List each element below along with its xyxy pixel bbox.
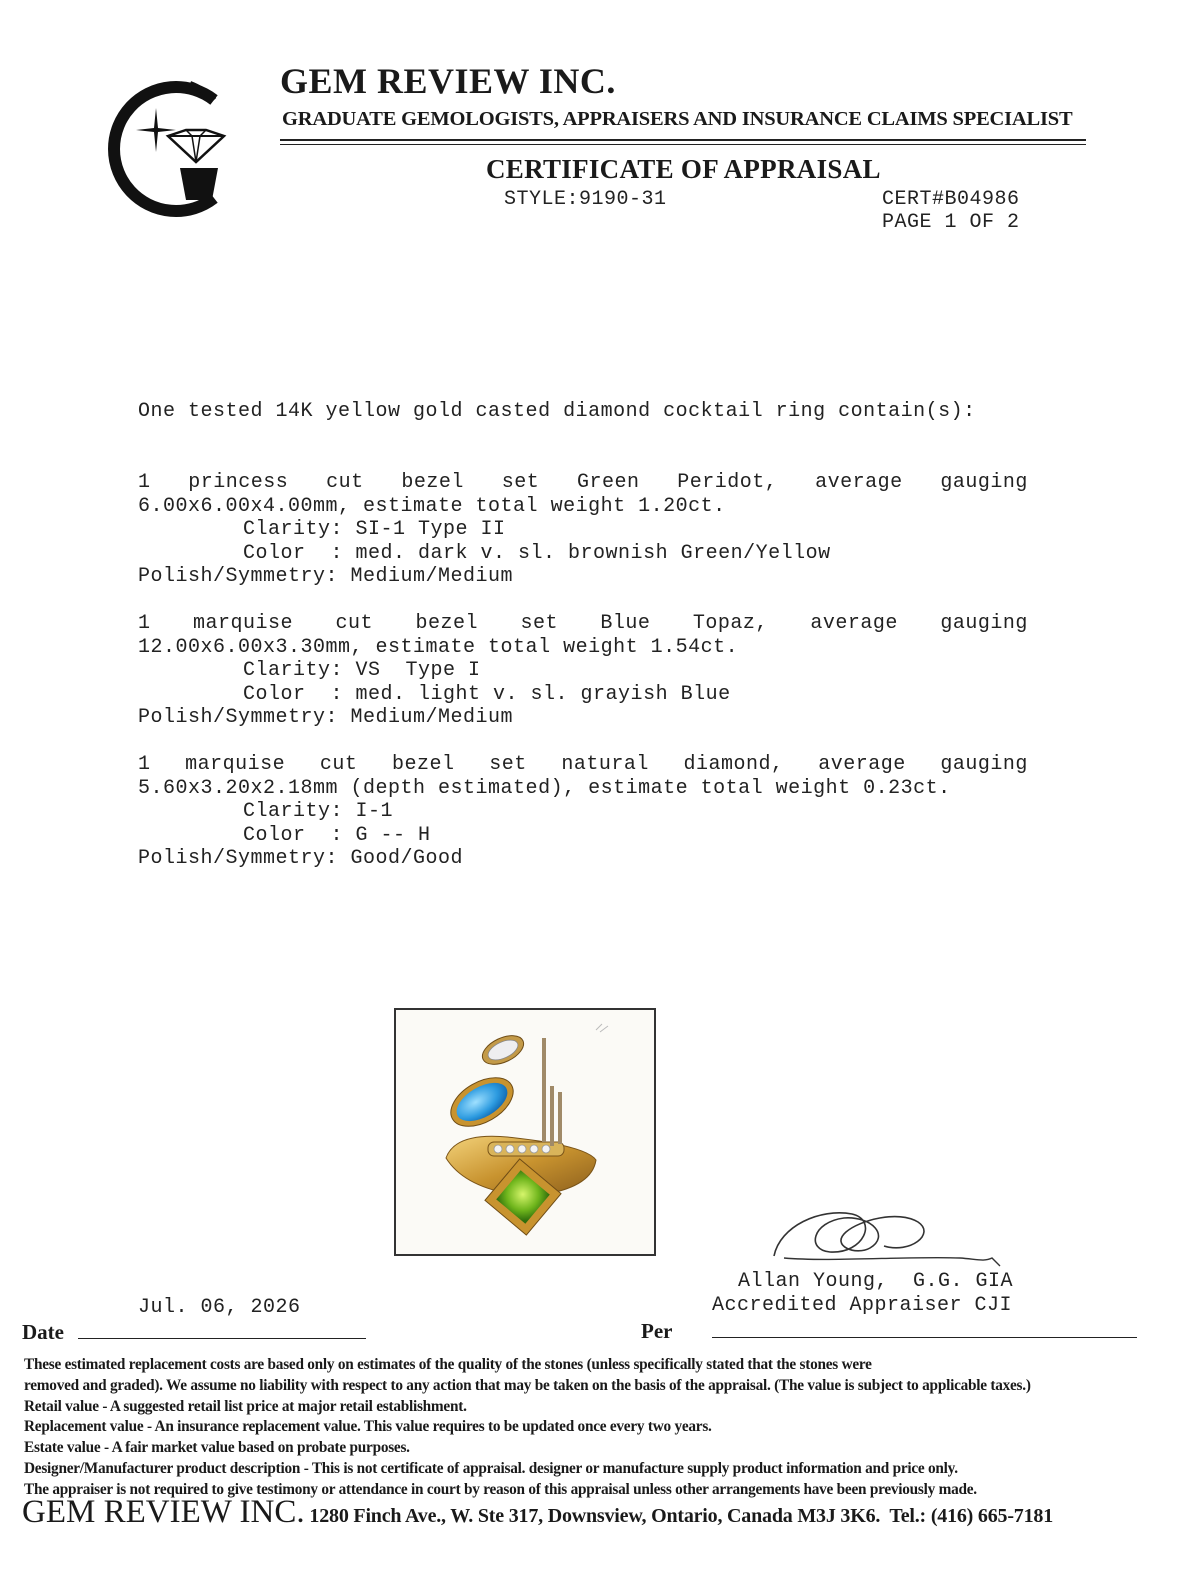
stone-polish: Polish/Symmetry: Medium/Medium xyxy=(138,706,514,729)
stone-word: set xyxy=(520,612,558,635)
stone-word: princess xyxy=(188,471,289,494)
stone-dimensions: 5.60x3.20x2.18mm (depth estimated), estimate total weight 0.23ct. xyxy=(138,776,951,800)
ring-illustration xyxy=(396,1010,654,1254)
document-title: CERTIFICATE OF APPRAISAL xyxy=(486,154,881,184)
stone-word: cut xyxy=(326,471,364,494)
stone-word: 1 xyxy=(138,753,151,776)
appraisal-date: Jul. 06, 2026 xyxy=(138,1296,301,1319)
company-name: GEM REVIEW INC. xyxy=(280,61,616,101)
date-label: Date xyxy=(22,1320,64,1344)
footer-address: 1280 Finch Ave., W. Ste 317, Downsview, Ontario, Canada M3J 3K6. Tel.: (416) 665-7181 xyxy=(304,1505,1053,1527)
stone-word: gauging xyxy=(940,753,1028,776)
stone-dimensions: 6.00x6.00x4.00mm, estimate total weight 1.20ct. xyxy=(138,494,726,518)
disclaimer-line: Estate value - A fair market value based on probate purposes. xyxy=(24,1439,410,1457)
disclaimer xyxy=(24,1355,1184,1501)
stone-color: Color : G -- H xyxy=(243,823,431,847)
stone-word: Topaz, xyxy=(692,612,768,635)
stone-word: diamond, xyxy=(683,753,784,776)
stone-word: bezel xyxy=(415,612,478,635)
company-tagline: GRADUATE GEMOLOGISTS, APPRAISERS AND INSURANCE CLAIMS SPECIALIST xyxy=(282,108,1073,130)
stone-word: bezel xyxy=(392,753,455,776)
stone-word: natural xyxy=(561,753,649,776)
stone-clarity: Clarity: I-1 xyxy=(243,800,394,823)
stone-dimensions: 12.00x6.00x3.30mm, estimate total weight 1.54ct. xyxy=(138,635,739,659)
disclaimer-line: Retail value - A suggested retail list price at major retail establishment. xyxy=(24,1397,467,1415)
stone-word: marquise xyxy=(192,612,293,635)
stone-word: cut xyxy=(335,612,373,635)
stone-word: average xyxy=(810,612,898,635)
stone-word: Blue xyxy=(600,612,651,635)
appraiser-credentials: Accredited Appraiser CJI xyxy=(712,1294,1013,1317)
stone-clarity: Clarity: SI-1 Type II xyxy=(243,518,506,541)
disclaimer-line: removed and graded). We assume no liability with respect to any action that may be taken on the basis of the appraisal. (The value is subject to applicable taxes.) xyxy=(24,1376,1031,1394)
item-description: One tested 14K yellow gold casted diamond cocktail ring contain(s): xyxy=(138,400,976,423)
stone-summary-line xyxy=(138,612,1028,636)
stone-word: marquise xyxy=(185,753,286,776)
stone-word: cut xyxy=(319,753,358,776)
company-logo xyxy=(96,70,236,220)
stone-color: Color : med. dark v. sl. brownish Green/Yellow xyxy=(243,541,831,565)
page-number: PAGE 1 OF 2 xyxy=(882,211,1020,234)
stone-word: gauging xyxy=(940,471,1028,494)
stone-entry xyxy=(138,471,1028,589)
per-label: Per xyxy=(641,1319,673,1343)
footer xyxy=(22,1494,1053,1531)
stone-word: bezel xyxy=(401,471,464,494)
header-rule xyxy=(280,144,1086,145)
stone-word: average xyxy=(818,753,906,776)
stone-polish: Polish/Symmetry: Good/Good xyxy=(138,847,464,870)
stone-color: Color : med. light v. sl. grayish Blue xyxy=(243,682,731,706)
stone-summary-line xyxy=(138,471,1028,495)
stone-word: Green xyxy=(576,471,640,494)
footer-company-name: GEM REVIEW INC. xyxy=(22,1494,305,1530)
disclaimer-line: These estimated replacement costs are based only on estimates of the quality of the stones (unless specifically stated that the stones were xyxy=(24,1356,872,1373)
ring-photo xyxy=(394,1008,656,1256)
certificate-number: CERT#B04986 xyxy=(882,188,1020,211)
date-signature-line xyxy=(78,1338,366,1339)
stone-word: Peridot, xyxy=(677,471,778,494)
style-number: STYLE:9190-31 xyxy=(504,188,667,211)
stone-word: 1 xyxy=(138,612,151,635)
stone-entry xyxy=(138,612,1028,730)
stone-entry xyxy=(138,753,1028,871)
stone-summary-line xyxy=(138,753,1028,777)
stone-polish: Polish/Symmetry: Medium/Medium xyxy=(138,565,514,588)
stone-word: average xyxy=(815,471,903,494)
per-signature-line xyxy=(712,1337,1137,1338)
stone-word: gauging xyxy=(940,612,1028,635)
stone-word: set xyxy=(501,471,540,494)
appraiser-name: Allan Young, G.G. GIA xyxy=(738,1270,1014,1293)
stone-clarity: Clarity: VS Type I xyxy=(243,659,481,682)
disclaimer-line: The appraiser is not required to give testimony or attendance in court by reason of this appraisal unless other arrangements have been previously made. xyxy=(24,1480,977,1498)
stone-word: set xyxy=(489,753,527,776)
disclaimer-line: Designer/Manufacturer product description - This is not certificate of appraisal. designer or manufacture supply product information and price only. xyxy=(24,1459,958,1477)
header-rule xyxy=(280,139,1086,141)
stone-word: 1 xyxy=(138,471,151,494)
disclaimer-line: Replacement value - An insurance replacement value. This value requires to be updated once every two years. xyxy=(24,1418,712,1436)
